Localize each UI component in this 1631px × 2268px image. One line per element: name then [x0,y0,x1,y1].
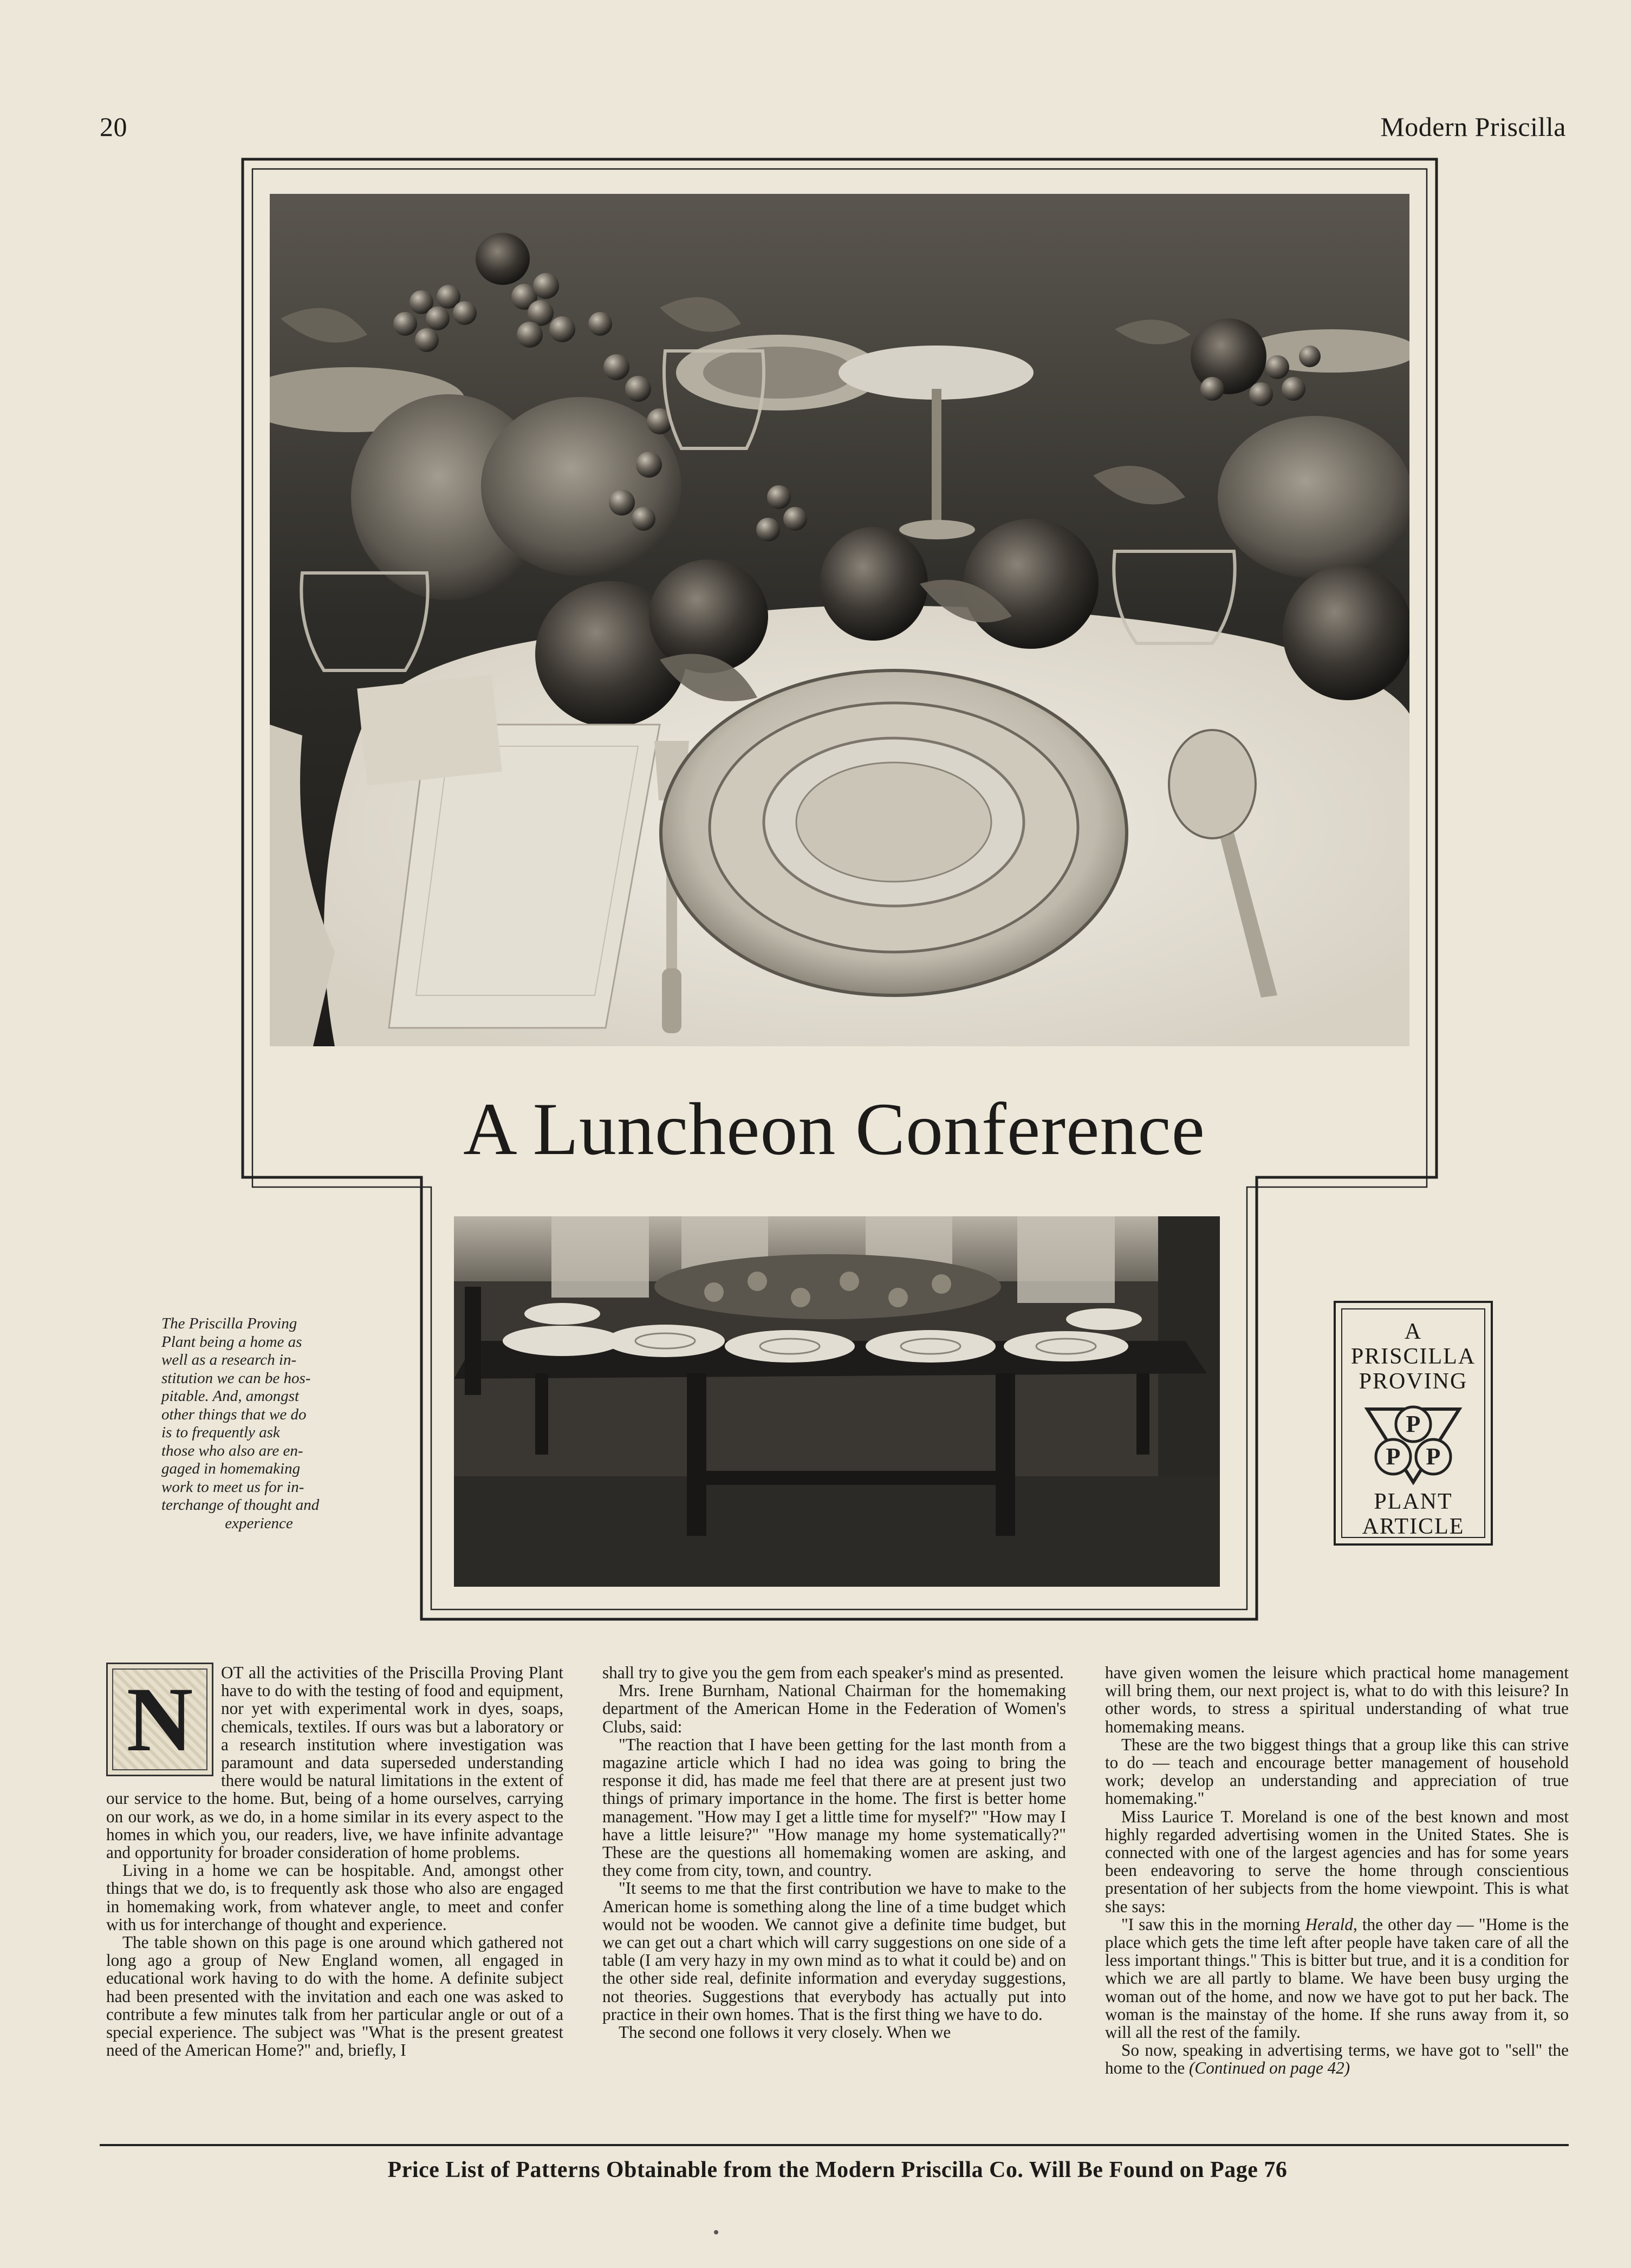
continued-link[interactable]: (Continued on page 42) [1189,2058,1350,2078]
proving-plant-badge [1334,1301,1493,1546]
table-setting-photo [270,194,1409,1046]
caption-line: pitable. And, amongst [161,1387,300,1405]
paragraph: "It seems to me that the first contribution we have to make to the American home is something along the line of a time budget which would not be wooden. We cannot give a definite time budget, but we can get out a chart which will carry suggestions on one side of a table (I am very hazy in my own mind as to what it could be) and on the other side real, definite information and everyday suggestions, not theories. Suggestions that everybody has actually put into practice in their own homes. That is the first thing we have to do. [602,1879,1066,2024]
caption-line: well as a research in- [161,1351,297,1368]
caption-line: is to frequently ask [161,1424,280,1441]
text-run: "I saw this in the morning [1121,1914,1305,1934]
caption-line: those who also are en- [161,1442,303,1459]
paragraph: shall try to give you the gem from each speaker's mind as presented. [602,1663,1064,1682]
footer-note: Price List of Patterns Obtainable from the Modern Priscilla Co. Will Be Found on Page 76 [387,2158,1288,2182]
article-column-1 [106,1664,563,2059]
caption-line: terchange of thought and [161,1496,320,1514]
monogram-letter: P [1426,1443,1441,1470]
article-title: A Luncheon Conference [463,1087,1205,1170]
caption-line: experience [225,1514,293,1532]
paragraph: "The reaction that I have been getting for the last month from a magazine article which I had no idea was going to bring the response it did, has made me feel that there are at present just two things of primary importance in the home. The first is better home management. "How may I get a little time for myself?" "How may I have a little leisure?" "How manage my home systematically?" These are the questions all homemaking women are asking, and they come from city, town, and country. [602,1735,1066,1880]
drop-cap-letter: N [126,1669,193,1770]
magazine-title: Modern Priscilla [1380,112,1566,142]
badge-line: PROVING [1359,1369,1468,1394]
badge-line: ARTICLE [1362,1514,1465,1539]
paragraph [1105,1915,1569,2041]
page-number: 20 [100,112,127,142]
text-run: , the other day — "Home is the place which gets the time left after people have taken care of all the less important things." This is bitter but true, and it is a condition for which we are all partly to blame. We have been busy urging the woman out of the home, and now we have got to put her back. The woman is the mainstay of the home. If she runs away from it, so will all the rest of the family. [1105,1914,1569,2042]
paragraph: These are the two biggest things that a group like this can strive to do — teach and encourage better management of household work; develop an understanding and appreciation of true homemaking." [1105,1735,1569,1808]
badge-line: PRISCILLA [1350,1344,1476,1369]
caption-line: gaged in homemaking [161,1460,301,1477]
ppp-monogram-icon [1362,1398,1465,1485]
caption-line: other things that we do [161,1405,307,1423]
page-speck [714,2230,718,2234]
paragraph: Living in a home we can be hospitable. And, amongst other things that we do, is to frequently ask those who also are engaged in homemaking work, from whatever angle, to meet and confer with us for interchange of thought and experience. [106,1861,563,1934]
paragraph: Miss Laurice T. Moreland is one of the best known and most highly regarded advertising women in the United States. She is connected with one of the largest agencies and has for some years been endeavoring to serve the home through conscientious presentation of her subjects from the home viewpoint. This is what she says: [1105,1807,1569,1916]
paragraph: The table shown on this page is one around which gathered not long ago a group of New England women, all engaged in educational work having to do with the home. A definite subject had been presented with the invitation and each one was asked to contribute a few minutes talk from her particular angle or out of a special experience. The subject was "What is the present greatest need of the American Home?" and, briefly, I [106,1933,563,2060]
article-column-3 [1105,1664,1569,2077]
dining-room-photo [454,1216,1220,1587]
paragraph: The second one follows it very closely. When we [619,2023,951,2042]
paragraph: Mrs. Irene Burnham, National Chairman for the homemaking department of the American Home in the Federation of Women's Clubs, said: [602,1681,1066,1736]
photo-caption [161,1315,356,1533]
caption-line: work to meet us for in- [161,1478,304,1496]
paragraph: OT all the activities of the Priscilla Proving Plant have to do with the testing of food and equipment, nor yet with experimental work in dyes, soaps, chemicals, textiles. If ours was but a laboratory or a research institution where investigation was paramount and data superseded understanding there would be natural limitations in the extent of our service to the home. But, being of a home ourselves, carrying on our work, as we do, in a home similar in its every aspect to the homes in which you, our readers, live, we have infinite advantage and opportunity for broader consideration of home problems. [106,1663,563,1862]
monogram-letter: P [1386,1443,1401,1470]
paragraph: have given women the leisure which practical home management will bring them, our next project is, what to do with this leisure? In other words, to stress a spiritual understanding of what true homemaking means. [1105,1663,1569,1736]
badge-line: PLANT [1374,1489,1453,1514]
caption-line: stitution we can be hos- [161,1369,311,1387]
paragraph [1105,2041,1569,2077]
monogram-letter: P [1406,1411,1421,1437]
newspaper-name: Herald [1305,1914,1353,1934]
caption-line: The Priscilla Proving [161,1315,297,1332]
drop-cap [106,1663,213,1776]
caption-line: Plant being a home as [161,1333,302,1351]
badge-line: A [1404,1319,1422,1344]
article-column-2 [602,1664,1066,2041]
footer-rule [100,2144,1569,2146]
text-run: So now, speaking in advertising terms, we have got to "sell" the home to the [1105,2041,1569,2078]
